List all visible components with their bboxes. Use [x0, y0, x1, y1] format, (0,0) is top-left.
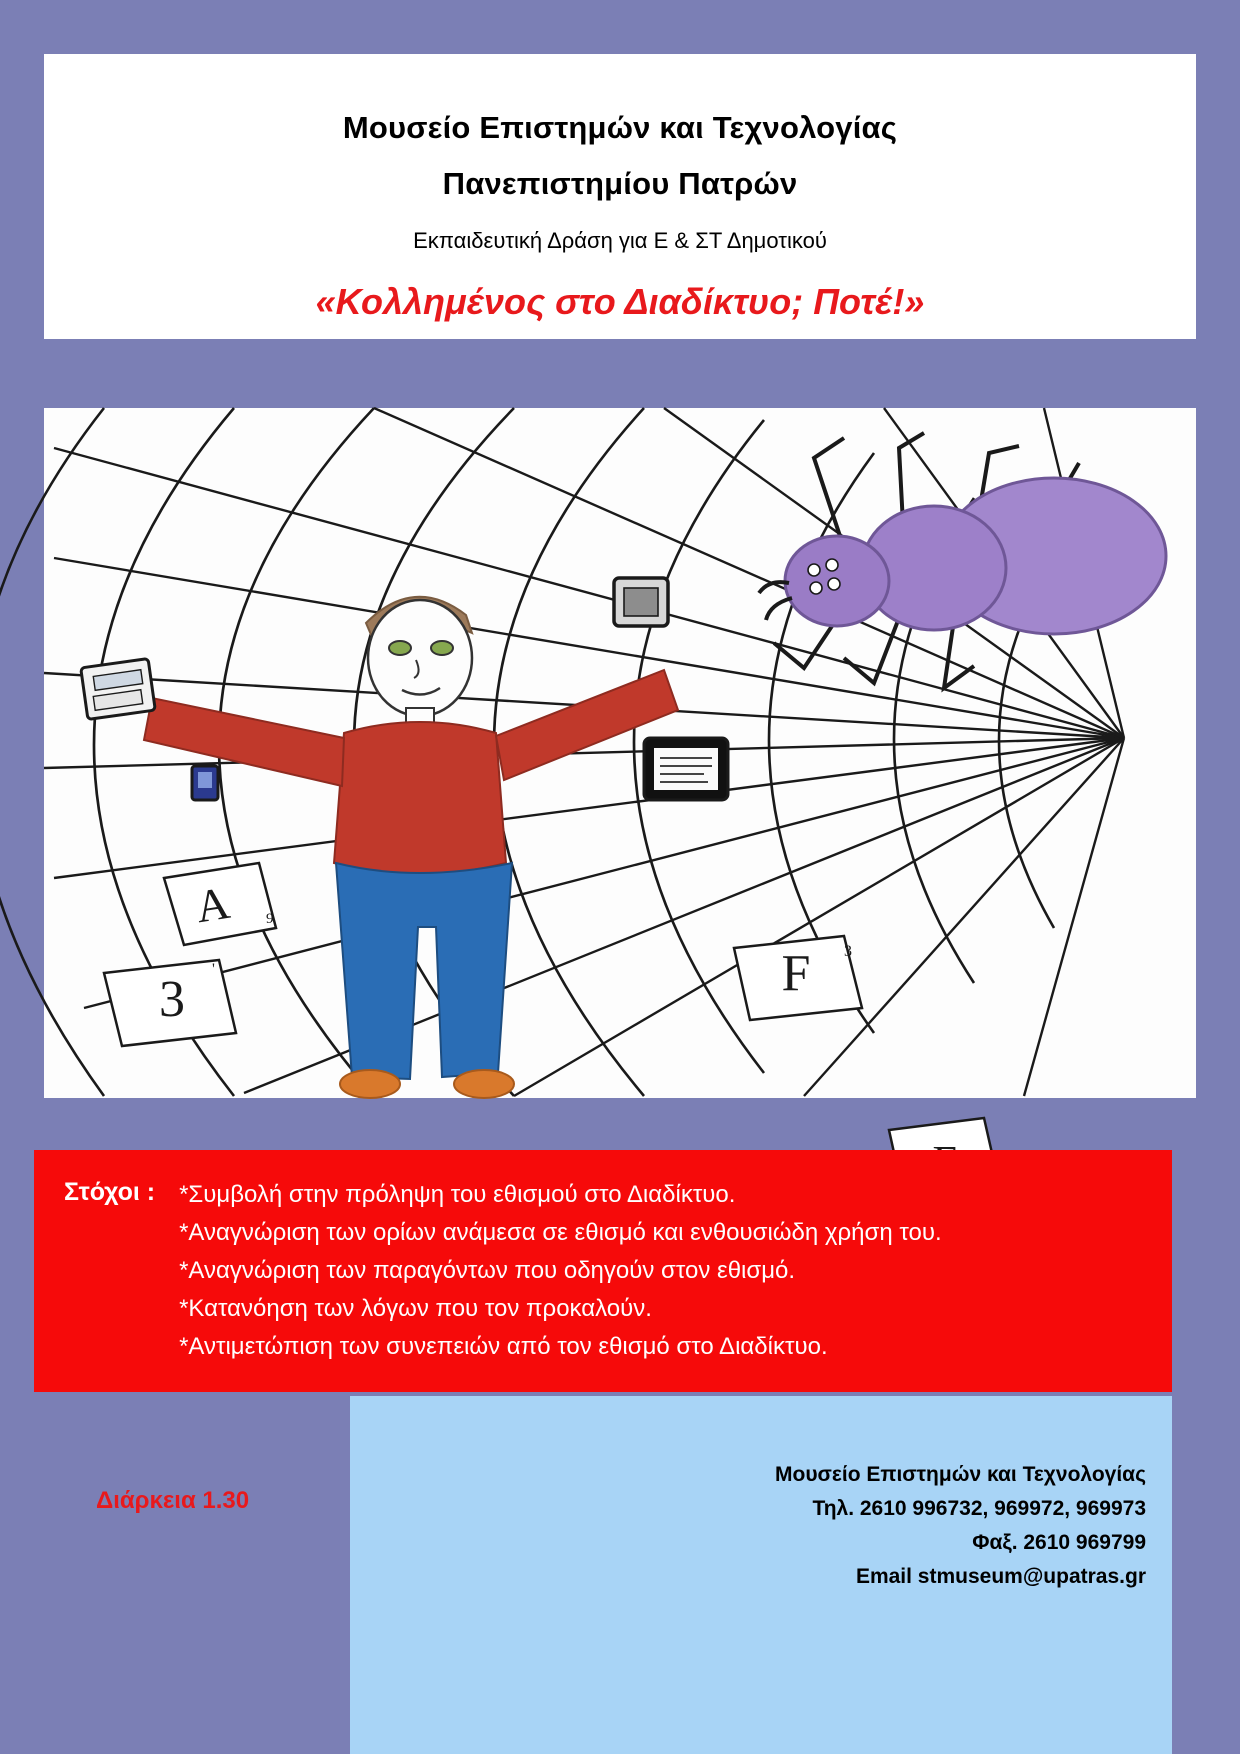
letter-tile-3: [104, 960, 236, 1046]
contact-fax: Φαξ. 2610 969799: [972, 1531, 1146, 1554]
contact-museum-name: Μουσείο Επιστημών και Τεχνολογίας: [775, 1463, 1146, 1486]
duration-label: Διάρκεια 1.30: [96, 1487, 250, 1514]
program-subtitle: Εκπαιδευτική Δράση για Ε & ΣΤ Δημοτικού: [413, 228, 827, 253]
device-tablet-top: [614, 578, 668, 626]
goals-label: Στόχοι :: [64, 1178, 156, 1206]
svg-text:A: A: [192, 876, 234, 933]
spiderweb-drawing: [44, 408, 1196, 1098]
contact-email[interactable]: Email stmuseum@upatras.gr: [855, 1565, 1146, 1588]
svg-text:': ': [212, 961, 215, 978]
goals-panel: [34, 1150, 1172, 1392]
illustration-image: [44, 408, 1196, 1098]
contact-box: [350, 1396, 1172, 1754]
museum-name-line1: Μουσείο Επιστημών και Τεχνολογίας: [342, 110, 898, 145]
goals-list: [179, 1176, 942, 1366]
goal-item: *Κατανόηση των λόγων που τον προκαλούν.: [179, 1295, 652, 1322]
svg-text:3: 3: [159, 971, 185, 1028]
letter-tile-F: [734, 936, 862, 1020]
contact-phone: Τηλ. 2610 996732, 969972, 969973: [812, 1497, 1146, 1520]
goal-item: *Αναγνώριση των ορίων ανάμεσα σε εθισμό και ενθουσιώδη χρήση του.: [179, 1219, 942, 1246]
goal-item: *Συμβολή στην πρόληψη του εθισμού στο Διαδίκτυο.: [179, 1181, 736, 1208]
device-laptop-left: [81, 659, 156, 720]
svg-text:3: 3: [844, 943, 852, 960]
goal-item: *Αντιμετώπιση των συνεπειών από τον εθισμό στο Διαδίκτυο.: [179, 1333, 828, 1360]
svg-text:9: 9: [266, 911, 274, 927]
device-tablet-right: [644, 738, 728, 800]
museum-name-line2: Πανεπιστημίου Πατρών: [442, 166, 798, 201]
goal-item: *Αναγνώριση των παραγόντων που οδηγούν στον εθισμό.: [179, 1257, 796, 1284]
device-phone-small: [192, 766, 218, 800]
header-panel: [44, 54, 1196, 339]
page-title: «Κολλημένος στο Διαδίκτυο; Ποτέ!»: [315, 281, 925, 322]
svg-text:F: F: [781, 945, 811, 1002]
